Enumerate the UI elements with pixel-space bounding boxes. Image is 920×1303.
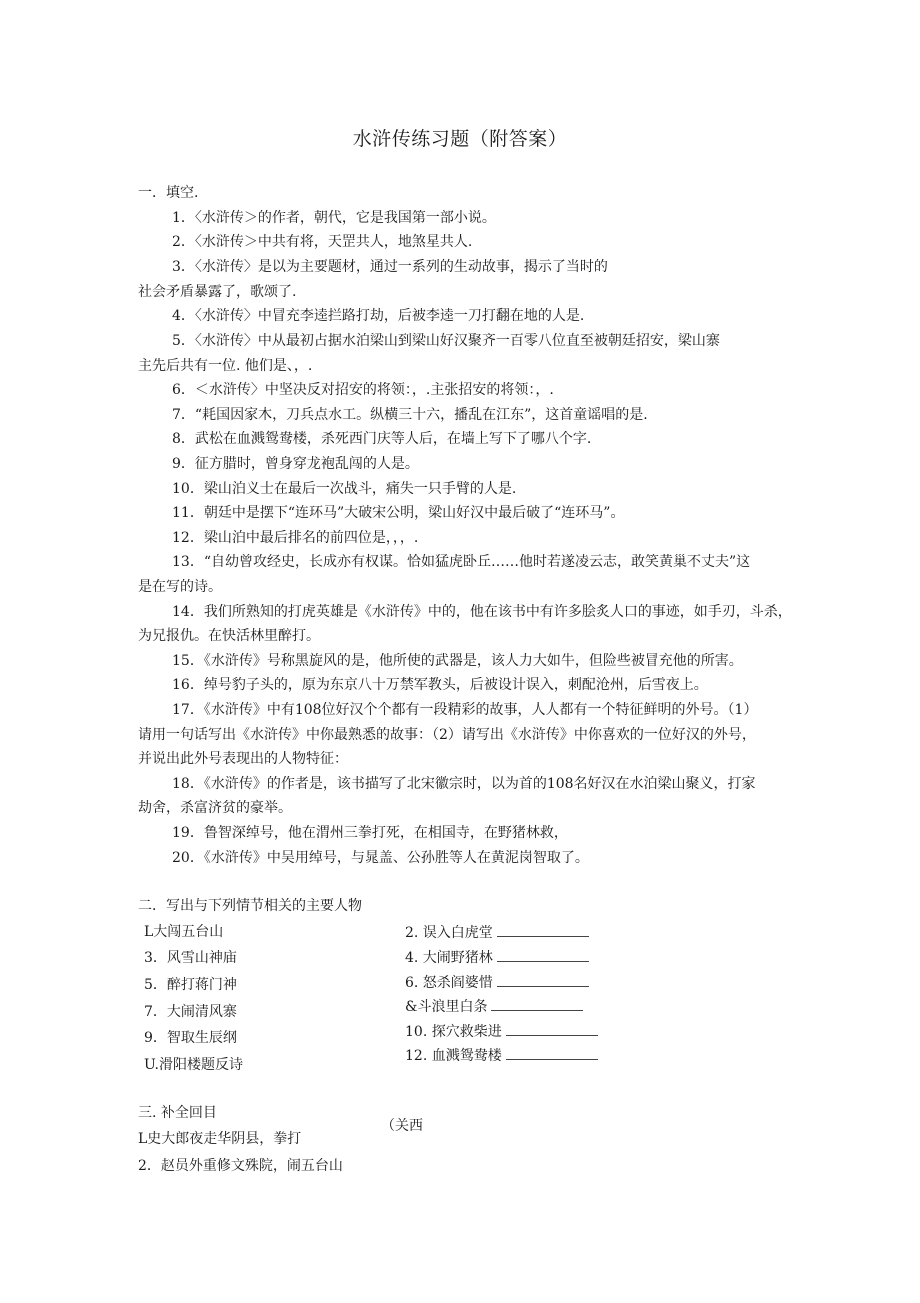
question-13-cont: 是在写的诗。 [138,579,222,595]
answer-blank [491,996,583,1011]
plot-item-4 [405,947,589,968]
chapter-item-2: 2．赵员外重修文殊院，闹五台山 [138,1158,343,1174]
plot-item-2-label: 2. 误入白虎堂 [405,925,493,941]
question-17: 17．《水浒传》中有108位好汉个个都有一段精彩的故事，人人都有一个特征鲜明的外号。（1） [172,702,758,718]
question-17-cont2: 并说出此外号表现出的人物特征： [138,751,348,767]
question-9: 9．征方腊时，曾身穿龙袍乱闯的人是。 [172,456,419,472]
section1-heading: 一．填空. [138,185,199,201]
plot-item-5: 5．醉打蒋门神 [144,977,237,993]
question-15: 15．《水浒传》号称黑旋风的是，他所使的武器是，该人力大如牛，但险些被冒充他的所害。 [172,653,743,669]
question-19: 19．鲁智深绰号，他在渭州三拳打死，在相国寺，在野猪林救， [172,825,568,841]
question-3-cont: 社会矛盾暴露了，歌颂了. [138,284,297,300]
plot-item-3: 3．风雪山神庙 [144,950,237,966]
plot-item-6-label: 6. 怒杀阎婆惜 [405,975,493,991]
plot-item-4-label: 4. 大闹野猪林 [405,950,493,966]
question-18-cont: 劫舍，杀富济贫的豪举。 [138,800,292,816]
answer-blank [506,1021,598,1036]
question-8: 8．武松在血溅鸳鸯楼，杀死西门庆等人后，在墙上写下了哪八个字. [172,431,592,447]
plot-item-8 [405,996,583,1017]
plot-item-10 [405,1021,598,1042]
question-11: 11．朝廷中是摆下“连环马”大破宋公明，梁山好汉中最后破了“连环马”。 [172,505,625,521]
section3-heading: 三. 补全回目 [138,1105,217,1121]
question-7: 7．“耗国因家木，刀兵点水工。纵横三十六，播乱在江东”，这首童谣唱的是. [172,407,648,423]
question-12: 12．梁山泊中最后排名的前四位是，，，. [172,530,419,546]
section2-heading: 二．写出与下列情节相关的主要人物 [138,898,362,914]
section3-note: （关西 [381,1118,423,1134]
question-6: 6．＜水浒传〉中坚决反对招安的将领：，.主张招安的将领：，. [172,382,554,398]
plot-item-11: U.滑阳楼题反诗 [144,1057,243,1073]
plot-item-12-label: 12. 血溅鸳鸯楼 [405,1048,502,1064]
answer-blank [497,947,589,962]
plot-item-12 [405,1045,598,1066]
answer-blank [497,922,589,937]
question-14: 14．我们所熟知的打虎英雄是《水浒传》中的，他在该书中有许多脍炙人口的事迹，如手刃，斗杀， [172,604,792,620]
plot-item-7: 7．大闹清风寨 [144,1004,237,1020]
question-2: 2．〈水浒传＞中共有将，天罡共人，地煞星共人. [172,234,473,250]
answer-blank [506,1045,598,1060]
question-18: 18．《水浒传》的作者是，该书描写了北宋徽宗时，以为首的108名好汉在水泊梁山聚义，打家 [172,776,756,792]
plot-item-6 [405,972,589,993]
question-16: 16．绰号豹子头的，原为东京八十万禁军教头，后被设计误入，刺配沧州，后雪夜上。 [172,677,708,693]
question-1: 1．〈水浒传＞的作者，朝代，它是我国第一部小说。 [172,210,496,226]
plot-item-1: L大闯五台山 [144,924,224,940]
plot-item-10-label: 10. 探穴救柴进 [405,1024,502,1040]
chapter-item-1: L史大郎夜走华阴县，拳打 [138,1131,302,1147]
question-3: 3．〈水浒传〉是以为主要题材，通过一系列的生动故事，揭示了当时的 [172,259,608,275]
plot-item-9: 9．智取生辰纲 [144,1030,237,1046]
page-title: 水浒传练习题（附答案） [352,128,568,150]
question-20: 20．《水浒传》中吴用绰号，与晁盖、公孙胜等人在黄泥岗智取了。 [172,850,589,866]
plot-item-2 [405,922,589,943]
question-13: 13．“自幼曾攻经史，长成亦有权谋。恰如猛虎卧丘……他时若遂凌云志，敢笑黄巢不丈夫”这 [172,554,751,570]
question-5-cont: 主先后共有一位. 他们是、，. [138,358,313,374]
question-14-cont: 为兄报仇。在快活林里醉打。 [138,628,320,644]
answer-blank [497,972,589,987]
plot-item-8-label: &斗浪里白条 [405,999,488,1015]
question-17-cont: 请用一句话写出《水浒传》中你最熟悉的故事：（2）请写出《水浒传》中你喜欢的一位好汉的外号， [138,727,756,743]
question-5: 5．〈水浒传〉中从最初占据水泊梁山到梁山好汉聚齐一百零八位直至被朝廷招安，梁山寨 [172,333,720,349]
question-4: 4．〈水浒传〉中冒充李逵拦路打劫，后被李逵一刀打翻在地的人是. [172,308,585,324]
question-10: 10．梁山泊义士在最后一次战斗，痛失一只手臂的人是. [172,481,517,497]
